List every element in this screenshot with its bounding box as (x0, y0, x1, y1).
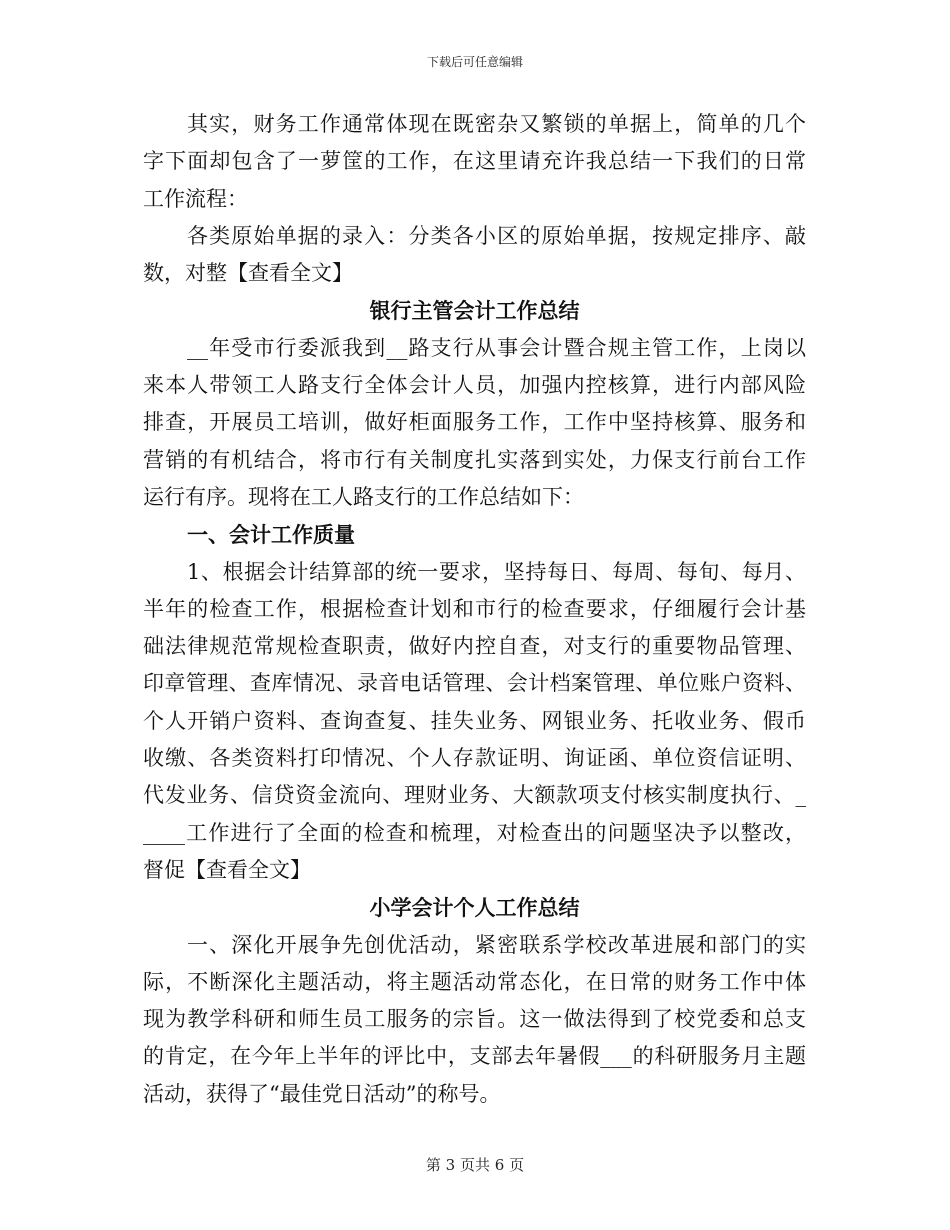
paragraph (143, 218, 806, 293)
paragraph-line: 半年的检查工作，根据检查计划和市行的检查要求，仔细履行会计基 (143, 596, 806, 621)
paragraph-line: 收缴、各类资料打印情况、个人存款证明、询证函、单位资信证明、 (143, 746, 806, 771)
paragraph-line: 工作流程： (143, 186, 248, 211)
paragraph-line: 运行有序。现将在工人路支行的工作总结如下： (143, 484, 584, 509)
paragraph-line: 个人开销户资料、查询查复、挂失业务、网银业务、托收业务、假币 (143, 708, 806, 733)
paragraph (143, 927, 806, 1113)
article-excerpt (143, 106, 806, 292)
article-title: 银行主管会计工作总结 (369, 298, 580, 324)
paragraph-line: 现为教学科研和师生员工服务的宗旨。这一做法得到了校党委和总支 (143, 1007, 806, 1032)
paragraph-line: 印章管理、查库情况、录音电话管理、会计档案管理、单位账户资料、 (143, 671, 806, 696)
paragraph-line: 其实，财务工作通常体现在既密杂又繁锁的单据上，简单的几个 (187, 112, 806, 136)
paragraph-line (143, 255, 806, 292)
paragraph (143, 106, 806, 218)
paragraph-line: 活动，获得了“最佳党日活动”的称号。 (143, 1081, 501, 1106)
paragraph-line: 来本人带领工人路支行全体会计人员，加强内控核算，进行内部风险 (143, 373, 806, 398)
paragraph-line (143, 852, 806, 889)
paragraph (143, 554, 806, 890)
paragraph-line: 际，不断深化主题活动，将主题活动常态化，在日常的财务工作中体 (143, 969, 806, 994)
paragraph-line: 各类原始单据的录入：分类各小区的原始单据，按规定排序、敲 (187, 223, 806, 248)
paragraph-line: __年受市行委派我到__路支行从事会计暨合规主管工作，上岗以 (187, 335, 806, 360)
paragraph-line: ____工作进行了全面的检查和梳理，对检查出的问题坚决予以整改， (143, 820, 806, 845)
paragraph-line: 一、深化开展争先创优活动，紧密联系学校改革进展和部门的实 (187, 932, 806, 957)
paragraph-line: 础法律规范常规检查职责，做好内控自查，对支行的重要物品管理、 (143, 634, 806, 659)
paragraph-line: 1、根据会计结算部的统一要求，坚持每日、每周、每旬、每月、 (187, 559, 806, 584)
document-body (143, 106, 806, 1113)
paragraph-line: 的肯定，在今年上半年的评比中，支部去年暑假___的科研服务月主题 (143, 1044, 806, 1069)
section-subheading: 一、会计工作质量 (187, 522, 355, 548)
paragraph-line: 字下面却包含了一萝筐的工作，在这里请充许我总结一下我们的日常 (143, 149, 806, 174)
paragraph-line-text: 数，对整 (143, 261, 227, 286)
read-more-link[interactable]: 【查看全文】 (227, 261, 353, 286)
paragraph-line: 代发业务、信贷资金流向、理财业务、大额款项支付核实制度执行、_ (143, 783, 806, 808)
paragraph-line: 营销的有机结合，将市行有关制度扎实落到实处，力保支行前台工作 (143, 447, 806, 472)
article-excerpt (143, 889, 806, 1113)
article-excerpt (143, 292, 806, 889)
paragraph (143, 330, 806, 516)
page-number-footer: 第 3 页共 6 页 (425, 1156, 525, 1174)
article-title: 小学会计个人工作总结 (369, 895, 580, 921)
paragraph-line: 排查，开展员工培训，做好柜面服务工作，工作中坚持核算、服务和 (143, 410, 806, 435)
read-more-link[interactable]: 【查看全文】 (185, 857, 311, 882)
page-header: 下载后可任意编辑 (426, 55, 523, 69)
paragraph-line-text: 督促 (143, 857, 185, 882)
